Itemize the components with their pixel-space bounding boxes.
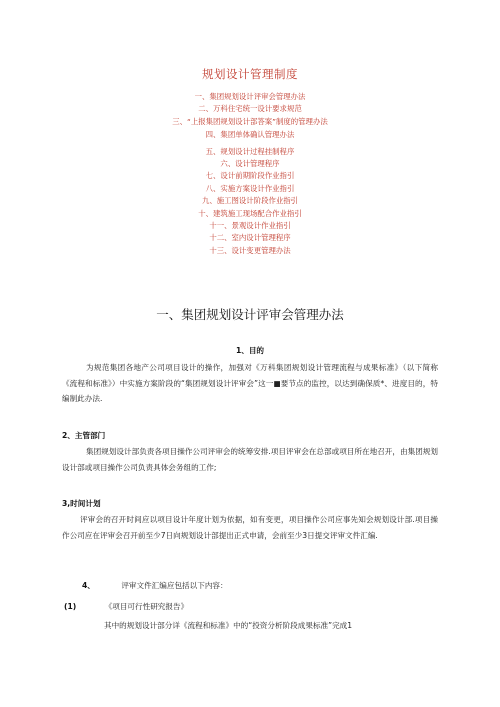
item-detail: 其中的规划设计部分详《流程和标准》中的“投资分析阶段成果标准”完成1 (104, 621, 353, 630)
toc-item[interactable]: 四、集团单体确认管理办法 (205, 130, 295, 140)
contents-number: 4、 (82, 581, 95, 590)
contents-heading (82, 580, 228, 591)
toc-item[interactable]: 二、万科住宅统一设计要求规范 (198, 104, 302, 114)
document-title: 规划设计管理制度 (202, 67, 298, 81)
schedule-heading: 3,时间计划 (62, 499, 101, 508)
schedule-paragraph: 评审会的召开时间应以项目设计年度计划为依据，如有变更，项目操作公司应事先知会规划设计部.项目操作公司应在评审会召开前至少7日向规划设计部提出正式申请，会前至少3日提交评审文件汇编. (62, 515, 438, 540)
section-title: 一、集团规划设计评审会管理办法 (156, 307, 344, 322)
toc-item[interactable]: 七、设计前期阶段作业指引 (205, 171, 295, 181)
toc-item[interactable]: 八、实施方案设计作业指引 (205, 183, 295, 193)
toc-item[interactable]: 五、规划设计过程挂制程序 (205, 146, 295, 156)
item-number: (1) (64, 602, 77, 611)
purpose-paragraph: 为规范集团各地产公司项目设计的操作，加强对《万科集团规划设计管理流程与成果标准》（以下简称《流程和标准》）中实施方案阶段的“集团规划设计评审会”这一■要节点的监控，以达到确保质*、进度目的，特编制此办法. (62, 363, 438, 404)
department-paragraph: 集团规划设计部负责各项目操作公司评审会的统筹安排.项目评审会在总部或项目所在地召开，由集团规划设计部或项目操作公司负责具体会务组的工作; (62, 447, 438, 472)
department-heading: 2、主管部门 (62, 431, 106, 440)
toc-item[interactable]: 九、施工图设计阶段作业指引 (201, 196, 299, 206)
contents-label: 评审文件汇编应包括以下内容： (121, 581, 228, 590)
toc-item[interactable]: 十、建筑施工现场配合作业指引 (198, 208, 302, 218)
toc-item[interactable]: 十三、设计变更管理办法 (209, 245, 291, 255)
table-of-contents (0, 91, 500, 257)
toc-item[interactable]: 十二、室内设计管理程序 (209, 233, 291, 243)
toc-item[interactable]: 六、设计管理程序 (220, 159, 280, 169)
item-label: 《项目可行性研究报告》 (104, 602, 189, 611)
toc-item[interactable]: 三、“上报集团规划设计部答案”制度的管理办法 (172, 116, 328, 126)
list-item (64, 601, 188, 612)
toc-item[interactable]: 十一、景观设计作业指引 (209, 221, 291, 231)
purpose-heading: 1、目的 (235, 346, 265, 355)
toc-item[interactable]: 一、集团规划设计评审会管理办法 (194, 92, 306, 101)
